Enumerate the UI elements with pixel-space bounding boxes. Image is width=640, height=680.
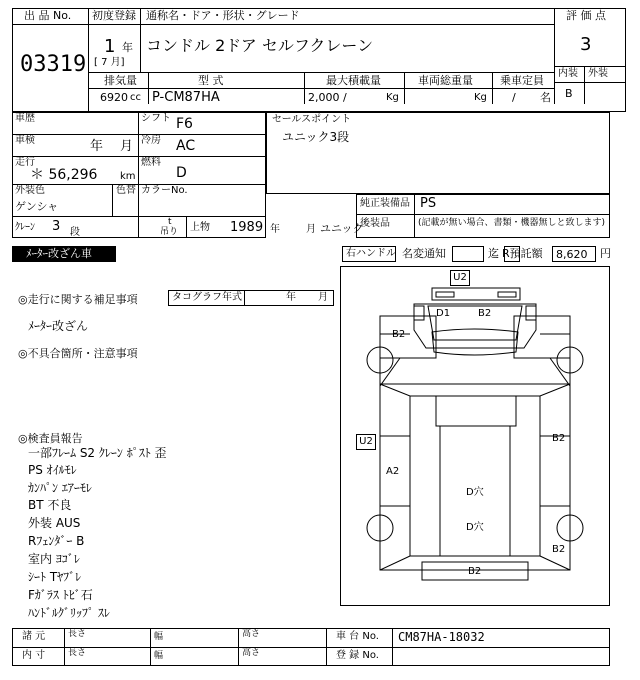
mark-b2-right: B2	[552, 433, 566, 444]
vehicle-name-label: 通称名・ドア・形状・グレード	[146, 9, 300, 22]
tachograph-month-unit: 月	[318, 292, 328, 303]
driving-note: ﾒｰﾀｰ改ざん	[28, 319, 89, 333]
r-estimate-unit: 円	[600, 247, 611, 260]
exterior-color-label: 外装色	[15, 185, 45, 196]
name-change-label: 名変通知	[402, 247, 446, 260]
inspection-year-unit: 年	[90, 139, 104, 154]
length-label-2: 長さ	[68, 648, 87, 658]
equipment-value: PS	[420, 196, 437, 211]
aftermarket-note: (記載が無い場合、書類・機器無しと致します)	[418, 218, 606, 228]
tampered-banner	[12, 246, 116, 262]
width-label: 幅	[154, 632, 164, 642]
inspector-report-label: ◎検査員報告	[18, 432, 83, 445]
sales-point-value: ユニック3段	[282, 130, 350, 144]
inspector-item: 室内 ﾖｺﾞﾚ	[28, 552, 80, 566]
mount-label: 上物	[190, 222, 210, 233]
capacity-sep: /	[512, 91, 516, 104]
model-value: P-CM87HA	[152, 90, 220, 105]
chassis-label: 車 台 No.	[336, 631, 379, 642]
mileage-label: 走行	[15, 157, 35, 168]
color-change-label: 色替	[116, 185, 136, 196]
mark-b2-bottom: B2	[468, 566, 482, 577]
first-reg-label: 初度登録	[92, 9, 136, 22]
interior-grade-label: 内装	[558, 68, 578, 79]
tachograph-year-unit: 年	[286, 292, 296, 303]
model-label: 型 式	[198, 74, 224, 87]
aftermarket-label: 後装品	[360, 218, 390, 229]
chassis-number: CM87HA-18032	[398, 630, 485, 644]
mount-month-unit: 月	[306, 224, 316, 235]
fuel-label: 燃料	[141, 157, 161, 168]
mileage-unit: km	[120, 171, 136, 182]
registration-label: 登 録 No.	[336, 650, 379, 661]
rating-label: 評 価 点	[566, 9, 606, 22]
capacity-label: 乗車定員	[500, 74, 544, 87]
ac-label: 冷房	[141, 135, 161, 146]
first-reg-year-unit: 年	[122, 41, 133, 54]
inspector-item: ﾊﾝﾄﾞﾙｸﾞﾘｯﾌﾟ ｽﾚ	[28, 606, 110, 620]
inspector-item: ｶﾝﾊﾟﾝ ｴｱｰﾓﾚ	[28, 481, 92, 495]
first-reg-year: 1	[104, 36, 116, 57]
fuel-value: D	[176, 165, 187, 181]
mark-d1: D1	[436, 308, 451, 319]
gross-weight-label: 車両総重量	[418, 74, 473, 87]
inspector-item: Rﾌｪﾝﾀﾞｰ B	[28, 534, 85, 548]
max-load-unit: Kg	[386, 92, 399, 103]
mark-b2-cab: B2	[478, 308, 492, 319]
history-label: 車歴	[15, 113, 35, 124]
exterior-color-value: ゲンシャ	[15, 200, 59, 213]
lot-number: 03319	[20, 52, 87, 77]
inspection-month-unit: 月	[120, 139, 134, 154]
inspector-item: PS ｵｲﾙﾓﾚ	[28, 463, 77, 477]
inspector-item: ｼｰﾄ Tﾔﾌﾞﾚ	[28, 570, 82, 584]
displacement-unit: cc	[130, 92, 141, 103]
mark-dent-2: D穴	[466, 522, 484, 533]
name-change-box	[452, 246, 484, 262]
tampered-banner-text: ﾒｰﾀｰ改ざん車	[26, 247, 92, 260]
color-code-label: カラーNo.	[141, 185, 188, 196]
inspector-item: 外装 AUS	[28, 516, 81, 530]
crane-label: ｸﾚｰﾝ	[15, 222, 35, 233]
exterior-grade-label: 外装	[588, 68, 608, 79]
height-label: 高さ	[242, 629, 261, 639]
mark-u2-left: U2	[356, 434, 376, 450]
truck-outline-diagram	[340, 266, 610, 606]
crane-ton-unit: t	[168, 217, 172, 227]
max-load-label: 最大積載量	[326, 74, 381, 87]
vehicle-name: コンドル 2ドア セルフクレーン	[146, 36, 374, 55]
shift-label: シフト	[141, 113, 171, 124]
mark-b2-right-low: B2	[552, 544, 566, 555]
r-estimate-label: R預託額	[502, 247, 543, 260]
interior-grade: B	[565, 87, 573, 100]
mount-year: 1989	[230, 220, 264, 235]
gross-weight-unit: Kg	[474, 92, 487, 103]
displacement-value: 6920	[100, 91, 128, 104]
height-label-2: 高さ	[242, 648, 261, 658]
interior-dims-label: 内 寸	[22, 650, 46, 661]
shift-value: F6	[176, 116, 193, 132]
mount-maker: ユニック	[320, 222, 364, 235]
registry-label: 迄	[488, 247, 499, 260]
mark-dent-1: D穴	[466, 487, 484, 498]
defects-label: ◎不具合箇所・注意事項	[18, 347, 138, 360]
crane-stage-unit: 段	[70, 227, 80, 238]
inspector-item: 一部ﾌﾚｰﾑ S2 ｸﾚｰﾝ ﾎﾟｽﾄ 歪	[28, 446, 167, 460]
width-label-2: 幅	[154, 651, 164, 661]
inspector-item: Fｶﾞﾗｽ ﾄﾋﾞ石	[28, 588, 93, 602]
mark-u2-front: U2	[450, 270, 470, 286]
first-reg-month: [ 7 月]	[94, 57, 125, 68]
rating-value: 3	[580, 34, 592, 55]
mark-a2: A2	[386, 466, 400, 477]
tachograph-label: タコグラフ年式	[172, 292, 242, 303]
dims-label: 諸 元	[22, 631, 46, 642]
steering-value: 右ハンドル	[346, 248, 396, 259]
inspector-item: BT 不良	[28, 498, 72, 512]
inspection-label: 車検	[15, 135, 35, 146]
displacement-label: 排気量	[104, 74, 137, 87]
equipment-label: 純正装備品	[360, 198, 410, 209]
lot-label: 出 品 No.	[24, 9, 72, 22]
crane-stage: 3	[52, 219, 61, 234]
crane-lift-unit: 吊り	[160, 227, 179, 237]
length-label: 長さ	[68, 629, 87, 639]
r-estimate-value: 8,620	[556, 248, 588, 261]
mount-year-unit: 年	[270, 224, 280, 235]
ac-value: AC	[176, 138, 196, 154]
driving-notes-label: ◎走行に関する補足事項	[18, 293, 138, 306]
mileage-value: ＊ 56,296	[30, 167, 98, 183]
max-load-value: 2,000 /	[308, 91, 347, 104]
sales-point-label: セールスポイント	[272, 114, 352, 125]
capacity-unit: 名	[540, 91, 551, 104]
mark-b2-left: B2	[392, 329, 406, 340]
